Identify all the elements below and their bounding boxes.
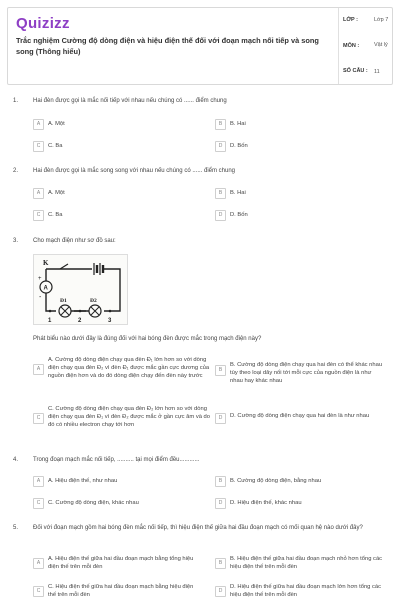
node-label: 3 [108, 318, 112, 324]
option-text: D. Bốn [230, 212, 248, 218]
node-label: 1 [48, 318, 52, 324]
option-letter-box: D [215, 498, 226, 509]
option-text: B. Cường độ dòng điện chạy qua hai đèn có thể khác nhau tùy theo loại dây nối tới mỗi cực của nguồn điện là như nhau hay khác nhau [230, 362, 383, 384]
count-value: 11 [374, 69, 380, 75]
option-text: D. Cường độ dòng điện chạy qua hai đèn là như nhau [230, 413, 370, 419]
header-divider [338, 8, 339, 84]
lamp1-label: Đ1 [60, 298, 67, 304]
switch-label: K [43, 259, 49, 267]
option-letter-box: A [33, 364, 44, 375]
subject-value: Vật lý [374, 42, 388, 48]
option-letter-box: D [215, 586, 226, 597]
option-text: C. Cường độ dòng điện, khác nhau [48, 500, 139, 506]
option-letter-box: A [33, 119, 44, 130]
worksheet-title: Trắc nghiệm Cường độ dòng điện và hiệu điện thế đối với đoạn mạch nối tiếp và song song (Thông hiểu) [16, 36, 319, 56]
junction-dot [79, 310, 82, 313]
grade-value: Lớp 7 [374, 17, 389, 23]
worksheet-header [7, 7, 393, 85]
option-text: A. Hiệu điện thế, như nhau [48, 478, 118, 484]
switch-icon [60, 264, 68, 269]
option-letter-box: D [215, 141, 226, 152]
question-number: 4. [13, 457, 19, 463]
option-text: C. Hiệu điện thế giữa hai đầu đoạn mạch bằng hiệu điện thế trên mỗi đèn [48, 584, 194, 598]
count-label: SỐ CÂU : [343, 68, 368, 74]
option-text: A. Một [48, 190, 65, 196]
option-text: B. Hiệu điện thế giữa hai đầu đoạn mạch nhỏ hơn tổng các hiệu điện thế trên mỗi đèn [230, 556, 383, 570]
node-label: 2 [78, 318, 82, 324]
option-letter-box: D [215, 210, 226, 221]
option-letter-box: C [33, 498, 44, 509]
option-letter-box: C [33, 413, 44, 424]
option-letter-box: B [215, 365, 226, 376]
option-text: B. Hai [230, 190, 246, 196]
question-subtext: Phát biểu nào dưới đây là đúng đối với hai bóng đèn được mắc trong mạch điện này? [33, 336, 262, 342]
option-text: A. Một [48, 121, 65, 127]
lamp2-label: Đ2 [90, 298, 97, 304]
option-text: C. Cường độ dòng điện chạy qua đèn Đ₂ lớn hơn so với dòng điện chạy qua đèn Đ₁ vì đèn Đ₂ được mắc ở gần cực âm và do đó có nhiều electron chạy tới hơn [48, 406, 210, 428]
question-number: 3. [13, 238, 19, 244]
question-text: Hai đèn được gọi là mắc nối tiếp với nhau nếu chúng có ...... điểm chung [33, 98, 227, 104]
question-text: Đối với đoạn mạch gồm hai bóng đèn mắc nối tiếp, thì hiệu điện thế giữa hai đầu đoạn mạch có mối quan hệ nào dưới đây? [33, 525, 363, 531]
subject-label: MÔN : [343, 43, 360, 49]
option-letter-box: C [33, 210, 44, 221]
option-text: C. Ba [48, 212, 63, 218]
circuit-wire [43, 269, 120, 311]
quizizz-logo: Quizizz [16, 15, 70, 32]
option-letter-box: C [33, 586, 44, 597]
option-letter-box: B [215, 188, 226, 199]
ammeter-label: A [43, 285, 48, 292]
option-letter-box: D [215, 413, 226, 424]
circuit-svg [34, 255, 127, 324]
question-number: 2. [13, 168, 19, 174]
question-text: Cho mạch điện như sơ đồ sau: [33, 238, 116, 244]
question-text: Hai đèn được gọi là mắc song song với nhau nếu chúng có ...... điểm chung [33, 168, 236, 174]
minus-sign: - [39, 294, 42, 301]
option-text: B. Cường độ dòng điện, bằng nhau [230, 478, 322, 484]
option-letter-box: B [215, 119, 226, 130]
option-letter-box: C [33, 141, 44, 152]
option-text: D. Bốn [230, 143, 248, 149]
question-number: 1. [13, 98, 19, 104]
option-text: C. Ba [48, 143, 63, 149]
option-text: B. Hai [230, 121, 246, 127]
option-letter-box: A [33, 188, 44, 199]
option-letter-box: B [215, 476, 226, 487]
question-text: Trong đoạn mạch mắc nối tiếp, .......... tại mọi điểm đều............ [33, 457, 200, 463]
option-text: A. Hiệu điện thế giữa hai đầu đoạn mạch bằng tổng hiệu điện thế trên mỗi đèn [48, 556, 194, 570]
option-text: D. Hiệu điện thế giữa hai đầu đoạn mạch lớn hơn tổng các hiệu điện thế trên mỗi đèn [230, 584, 382, 598]
plus-sign: + [38, 276, 42, 282]
option-letter-box: A [33, 476, 44, 487]
junction-dot [109, 310, 112, 313]
junction-dot [49, 310, 52, 313]
option-text: A. Cường độ dòng điện chạy qua đèn Đ₁ lớn hơn so với dòng điện chạy qua đèn Đ₂ vì đèn Đ₁ được mắc gần cực dương của nguồn điện hơn và do đó dòng điện chạy đến đèn này trước [48, 357, 210, 379]
circuit-diagram [33, 254, 128, 325]
option-letter-box: A [33, 558, 44, 569]
option-letter-box: B [215, 558, 226, 569]
question-number: 5. [13, 525, 19, 531]
grade-label: LỚP : [343, 17, 358, 23]
option-text: D. Hiệu điện thế, khác nhau [230, 500, 302, 506]
